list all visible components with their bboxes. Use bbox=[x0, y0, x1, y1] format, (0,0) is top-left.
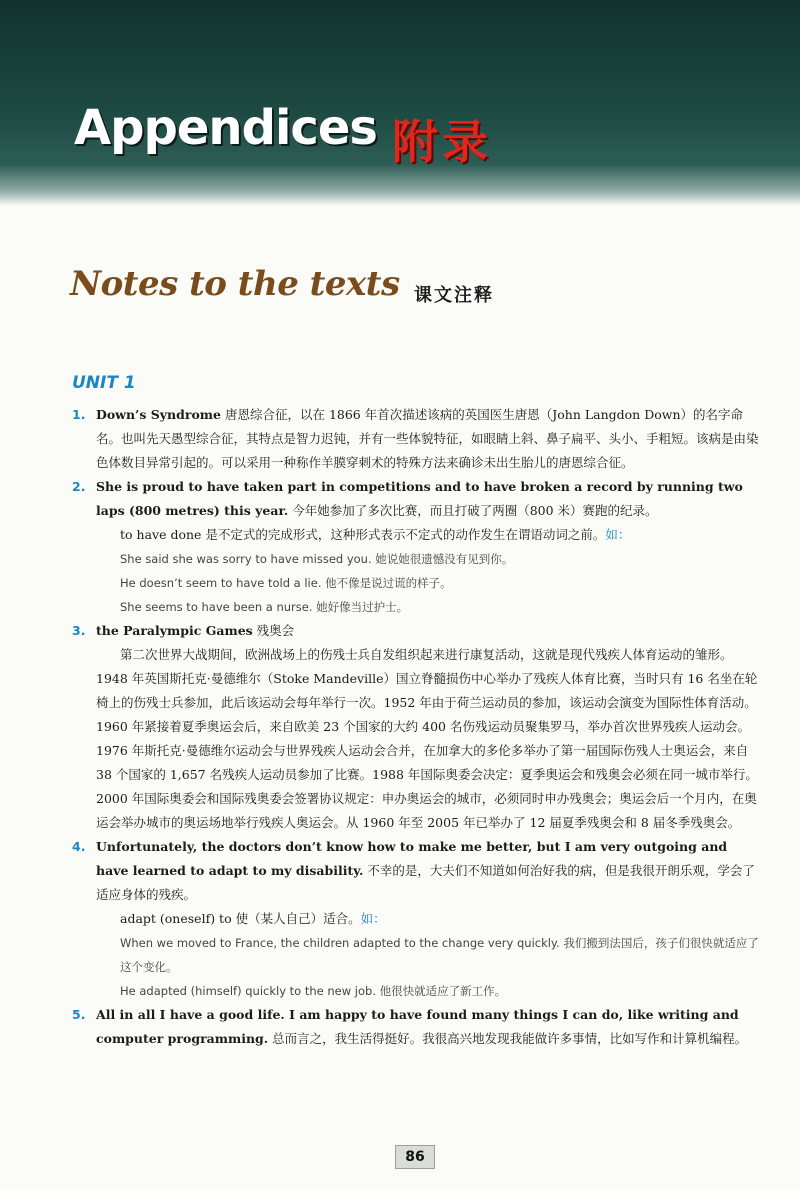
note-1 bbox=[72, 403, 762, 475]
note-4 bbox=[72, 835, 762, 1003]
grammar-explanation: adapt (oneself) to 使（某人自己）适合。如： bbox=[120, 911, 386, 926]
note-translation: 不幸的是，大夫们不知道如何治好我的病，但是我很开朗乐观，学会了适应身体的残疾。 bbox=[96, 863, 755, 902]
note-headword: All in all I have a good life. I am happy to have found many things I can do, like writing and computer programming. bbox=[96, 1007, 739, 1046]
note-translation: 总而言之，我生活得挺好。我很高兴地发现我能做许多事情，比如写作和计算机编程。 bbox=[268, 1031, 748, 1046]
note-translation: 残奥会 bbox=[252, 623, 295, 638]
example-sentence: He adapted (himself) quickly to the new job. 他很快就适应了新工作。 bbox=[120, 984, 507, 998]
section-title: Notes to the texts bbox=[70, 264, 400, 304]
note-number: 1. bbox=[72, 407, 86, 422]
note-paragraph: 第二次世界大战期间，欧洲战场上的伤残士兵自发组织起来进行康复活动，这就是现代残疾人体育运动的雏形。1948 年英国斯托克·曼德维尔（Stoke Mandeville）国立脊髓损伤中心举办了残疾人体育比赛，当时只有 16 名坐在轮椅上的伤残士兵参加，此后该运动会每年举行一次。1952 年由于荷兰运动员的参加，该运动会演变为国际性体育活动。1960 年紧接着夏季奥运会后，来自欧美 23 个国家的大约 400 名伤残运动员聚集罗马，举办首次世界残疾人运动会。1976 年斯托克·曼德维尔运动会与世界残疾人运动会合并，在加拿大的多伦多举办了第一届国际伤残人士奥运会，来自 38 个国家的 1,657 名残疾人运动员参加了比赛。1988 年国际奥委会决定：夏季奥运会和残奥会必须在同一城市举行。2000 年国际奥委会和国际残奥委会签署协议规定：申办奥运会的城市，必须同时申办残奥会；奥运会后一个月内，在奥运会举办城市的奥运场地举行残疾人奥运会。从 1960 年至 2005 年已举办了 12 届夏季残奥会和 8 届冬季残奥会。 bbox=[96, 647, 758, 830]
example-sentence: She seems to have been a nurse. 她好像当过护士。 bbox=[120, 600, 409, 614]
note-headword: She is proud to have taken part in competitions and to have broken a record by running two laps (800 metres) this year. bbox=[96, 479, 743, 518]
unit-heading: UNIT 1 bbox=[72, 373, 136, 393]
note-3 bbox=[72, 619, 762, 835]
grammar-explanation: to have done 是不定式的完成形式，这种形式表示不定式的动作发生在谓语动词之前。如： bbox=[120, 527, 631, 542]
note-headword: Unfortunately, the doctors don’t know how to make me better, but I am very outgoing and have learned to adapt to my disability. bbox=[96, 839, 728, 878]
note-headword: Down’s Syndrome bbox=[96, 407, 221, 422]
example-label: 如： bbox=[605, 527, 631, 542]
note-number: 3. bbox=[72, 623, 86, 638]
appendices-title-cn: 附录 bbox=[392, 115, 492, 169]
note-translation: 今年她参加了多次比赛，而且打破了两圈（800 米）赛跑的纪录。 bbox=[288, 503, 658, 518]
example-label: 如： bbox=[360, 911, 386, 926]
header-banner bbox=[0, 0, 800, 205]
section-title-cn: 课文注释 bbox=[414, 285, 494, 306]
appendices-title: Appendices bbox=[74, 100, 377, 156]
page-number: 86 bbox=[395, 1145, 435, 1169]
example-sentence: She said she was sorry to have missed you. 她说她很遗憾没有见到你。 bbox=[120, 552, 514, 566]
note-number: 4. bbox=[72, 839, 86, 854]
example-sentence: He doesn’t seem to have told a lie. 他不像是说过谎的样子。 bbox=[120, 576, 452, 590]
note-number: 5. bbox=[72, 1007, 86, 1022]
notes-list bbox=[72, 403, 762, 1051]
note-number: 2. bbox=[72, 479, 86, 494]
note-explanation: 唐恩综合征，以在 1866 年首次描述该病的英国医生唐恩（John Langdon Down）的名字命名。也叫先天愚型综合征，其特点是智力迟钝，并有一些体貌特征，如眼睛上斜、鼻子扁平、头小、手粗短。该病是由染色体数目异常引起的。可以采用一种称作羊膜穿刺术的特殊方法来确诊未出生胎儿的唐恩综合征。 bbox=[96, 407, 759, 470]
note-2 bbox=[72, 475, 762, 619]
note-headword: the Paralympic Games bbox=[96, 623, 253, 638]
example-sentence: When we moved to France, the children adapted to the change very quickly. 我们搬到法国后，孩子们很快就适应了这个变化。 bbox=[120, 936, 759, 974]
note-5 bbox=[72, 1003, 762, 1051]
